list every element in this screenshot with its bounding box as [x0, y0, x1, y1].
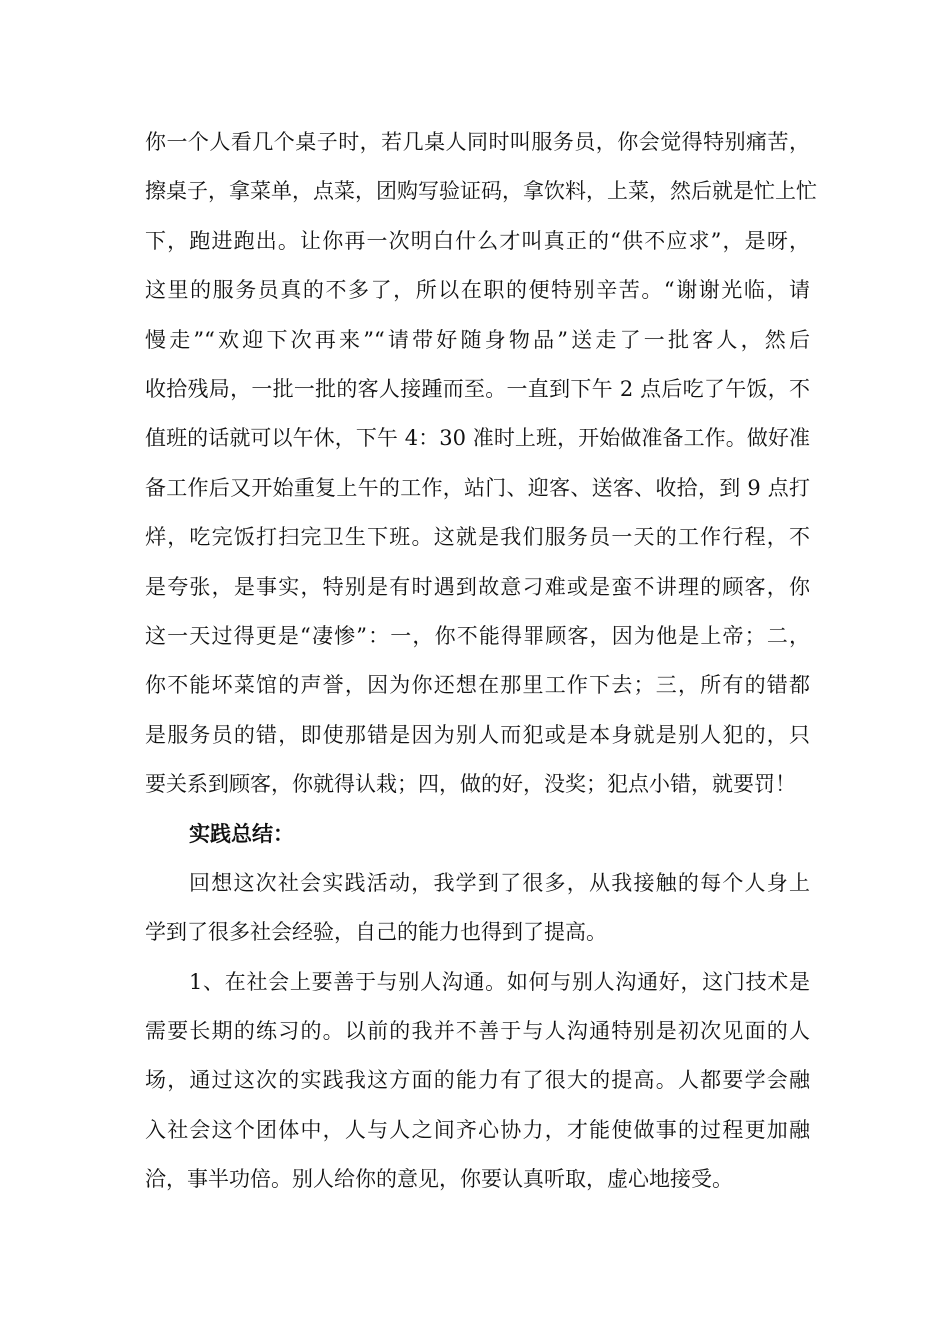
paragraph-line: 需要长期的练习的。以前的我并不善于与人沟通特别是初次见面的人	[145, 1019, 810, 1044]
paragraph-line: 回想这次社会实践活动，我学到了很多，从我接触的每个人身上	[189, 870, 810, 895]
paragraph-line: 要关系到顾客，你就得认栽；四，做的好，没奖；犯点小错，就要罚！	[145, 772, 796, 797]
paragraph-line: 学到了很多社会经验，自己的能力也得到了提高。	[145, 920, 607, 945]
paragraph-line: 备工作后又开始重复上午的工作，站门、迎客、送客、收拾，到 9 点打	[145, 475, 810, 500]
paragraph-line: 这一天过得更是“凄惨”：一，你不能得罪顾客，因为他是上帝；二，	[145, 623, 810, 648]
paragraph-reflection	[145, 859, 810, 958]
paragraph-line: 收拾残局，一批一批的客人接踵而至。一直到下午 2 点后吃了午饭，不	[145, 376, 810, 401]
paragraph-line: 是服务员的错，即使那错是因为别人而犯或是本身就是别人犯的，只	[145, 722, 810, 747]
paragraph-line: 这里的服务员真的不多了，所以在职的便特别辛苦。“谢谢光临，请	[145, 278, 810, 303]
paragraph-line: 入社会这个团体中，人与人之间齐心协力，才能使做事的过程更加融	[145, 1117, 810, 1142]
paragraph-line: 1、在社会上要善于与别人沟通。如何与别人沟通好，这门技术是	[189, 969, 810, 994]
paragraph-line: 场，通过这次的实践我这方面的能力有了很大的提高。人都要学会融	[145, 1068, 810, 1093]
paragraph-line: 下，跑进跑出。让你再一次明白什么才叫真正的“供不应求”，是呀，	[145, 228, 810, 253]
paragraph-line: 慢走”“欢迎下次再来”“请带好随身物品”送走了一批客人，然后	[145, 327, 810, 352]
paragraph-line: 擦桌子，拿菜单，点菜，团购写验证码，拿饮料，上菜，然后就是忙上忙	[145, 179, 817, 204]
paragraph-line: 你不能坏菜馆的声誉，因为你还想在那里工作下去；三，所有的错都	[145, 673, 810, 698]
paragraph-line: 值班的话就可以午休，下午 4：30 准时上班，开始做准备工作。做好准	[145, 426, 810, 451]
paragraph-communication	[145, 958, 810, 1205]
paragraph-line: 洽，事半功倍。别人给你的意见，你要认真听取，虚心地接受。	[145, 1167, 733, 1192]
paragraph-line: 是夸张，是事实，特别是有时遇到故意刁难或是蛮不讲理的顾客，你	[145, 574, 810, 599]
section-heading-summary: 实践总结：	[189, 821, 294, 847]
document-body	[145, 118, 817, 1205]
paragraph-line: 烊，吃完饭打扫完卫生下班。这就是我们服务员一天的工作行程，不	[145, 525, 810, 550]
paragraph-line: 你一个人看几个桌子时，若几桌人同时叫服务员，你会觉得特别痛苦，	[145, 130, 810, 154]
paragraph-work-routine	[145, 118, 817, 809]
